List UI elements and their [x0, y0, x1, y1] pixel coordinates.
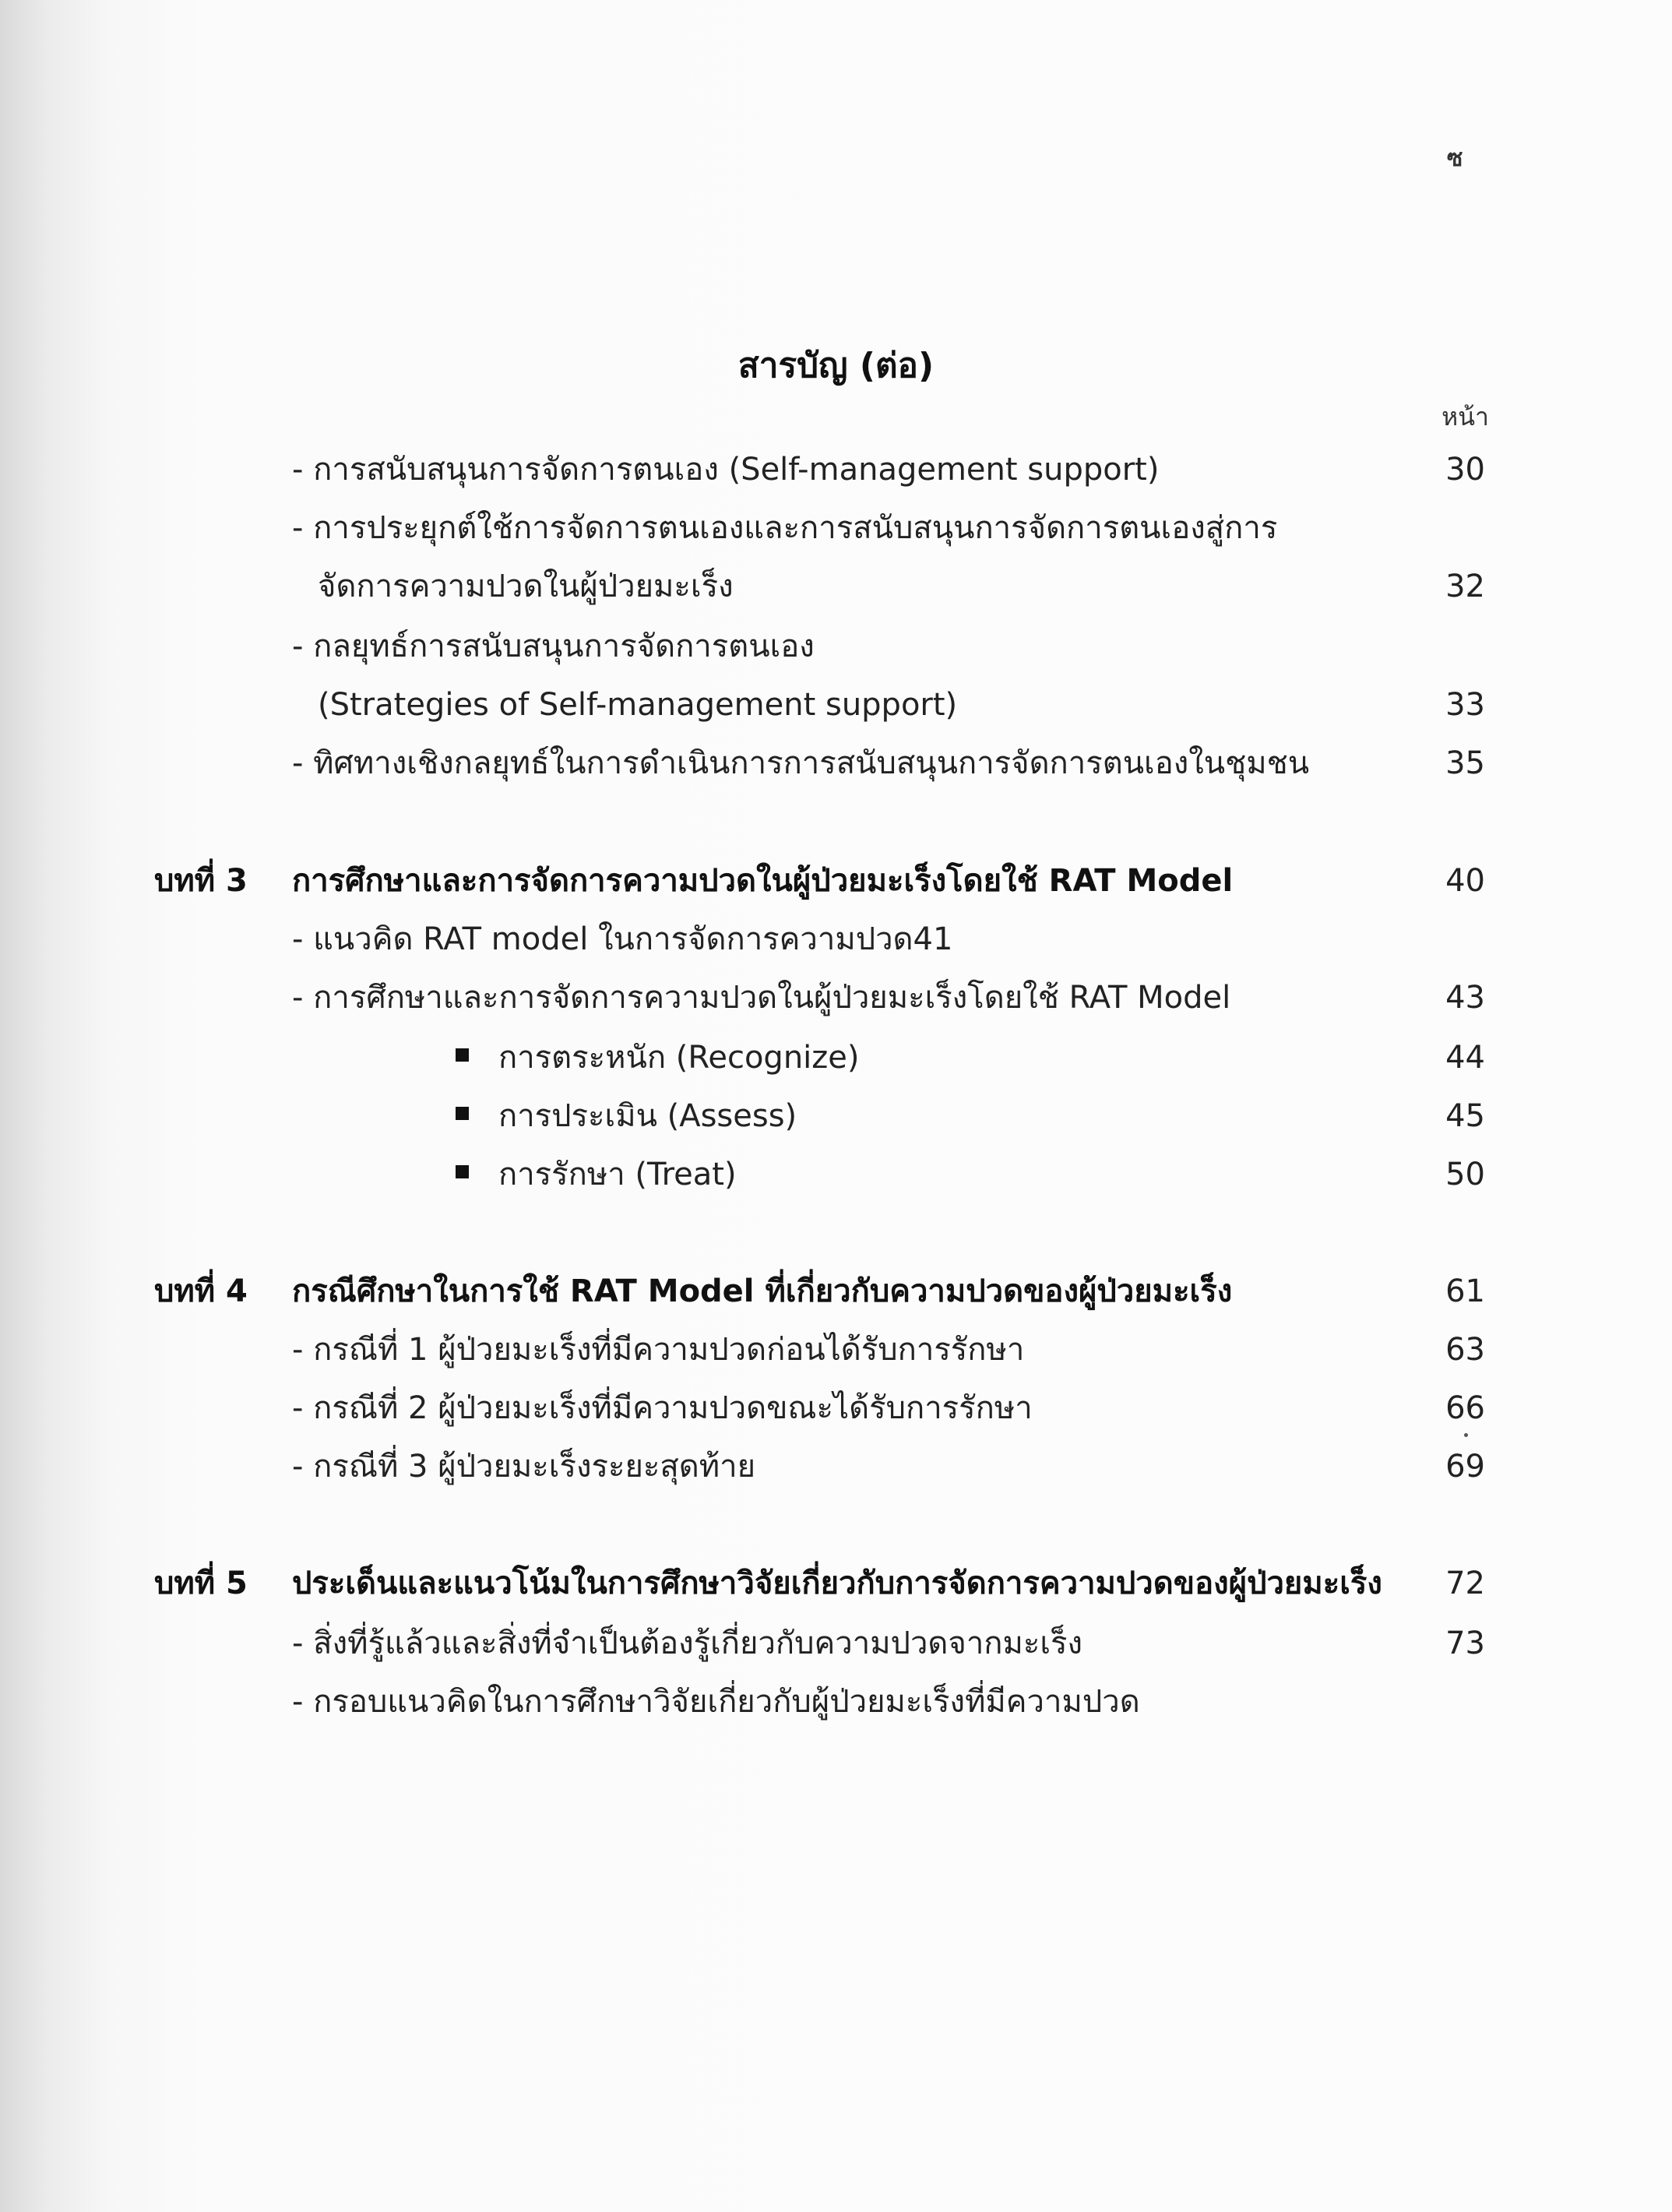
- page-number: 63: [1445, 1332, 1485, 1368]
- chapter-title: การศึกษาและการจัดการความปวดในผู้ป่วยมะเร็งโดยใช้ RAT Model: [292, 863, 1234, 899]
- scan-speck: [1464, 1433, 1468, 1437]
- chapter-title: ประเด็นและแนวโน้มในการศึกษาวิจัยเกี่ยวกับการจัดการความปวดของผู้ป่วยมะเร็ง: [292, 1566, 1382, 1601]
- page-number: 35: [1445, 745, 1485, 781]
- page-number: 66: [1445, 1390, 1485, 1426]
- page-number: 45: [1445, 1098, 1485, 1134]
- page-number: 43: [1445, 980, 1485, 1016]
- chapter-number: บทที่ 5: [154, 1566, 248, 1601]
- toc-row: [0, 1320, 1672, 1379]
- page-number: 30: [1445, 452, 1485, 488]
- page-number: 61: [1445, 1273, 1485, 1309]
- entry-text: - ทิศทางเชิงกลยุทธ์ในการดำเนินการการสนับสนุนการจัดการตนเองในชุมชน: [292, 745, 1310, 781]
- entry-text: - การสนับสนุนการจัดการตนเอง (Self-management support): [292, 452, 1160, 488]
- toc-chapter-row: [0, 851, 1672, 911]
- entry-text: - กลยุทธ์การสนับสนุนการจัดการตนเอง: [292, 629, 815, 664]
- toc-row: [0, 617, 1672, 676]
- page-number: 40: [1445, 863, 1485, 899]
- square-bullet-icon: [456, 1048, 469, 1062]
- toc-chapter-row: [0, 1554, 1672, 1613]
- page-number: 33: [1445, 687, 1485, 723]
- page-title: สารบัญ (ต่อ): [737, 346, 935, 386]
- entry-text: - สิ่งที่รู้แล้วและสิ่งที่จำเป็นต้องรู้เกี่ยวกับความปวดจากมะเร็ง: [292, 1626, 1083, 1661]
- entry-text: - การประยุกต์ใช้การจัดการตนเองและการสนับสนุนการจัดการตนเองสู่การ: [292, 510, 1278, 546]
- page-number: 72: [1445, 1566, 1485, 1601]
- toc-row: [0, 910, 1672, 969]
- entry-text: การประเมิน (Assess): [498, 1098, 797, 1134]
- page-letter: ซ: [1447, 145, 1463, 172]
- toc-row: [0, 675, 1672, 734]
- entry-text: - กรณีที่ 3 ผู้ป่วยมะเร็งระยะสุดท้าย: [292, 1449, 756, 1485]
- page-number: 73: [1445, 1626, 1485, 1661]
- page-number: 44: [1445, 1040, 1485, 1076]
- entry-text: จัดการความปวดในผู้ป่วยมะเร็ง: [318, 569, 734, 604]
- toc-row: [0, 498, 1672, 558]
- page-number: 32: [1445, 569, 1485, 604]
- toc-row: [0, 1145, 1672, 1204]
- entry-text: - กรณีที่ 2 ผู้ป่วยมะเร็งที่มีความปวดขณะได้รับการรักษา: [292, 1390, 1033, 1426]
- toc-row: [0, 1672, 1672, 1731]
- toc-row: [0, 1379, 1672, 1438]
- toc-row: [0, 1614, 1672, 1673]
- toc-row: [0, 1437, 1672, 1496]
- chapter-number: บทที่ 4: [154, 1273, 248, 1309]
- entry-text: การรักษา (Treat): [498, 1157, 737, 1192]
- toc-row: [0, 557, 1672, 616]
- entry-text: - การศึกษาและการจัดการความปวดในผู้ป่วยมะเร็งโดยใช้ RAT Model: [292, 980, 1231, 1016]
- page-column-label: หน้า: [1441, 402, 1489, 431]
- page-number: 50: [1445, 1157, 1485, 1192]
- toc-row: [0, 1087, 1672, 1146]
- toc-row: [0, 1028, 1672, 1087]
- toc-row: [0, 440, 1672, 499]
- toc-row: [0, 968, 1672, 1027]
- toc-chapter-row: [0, 1262, 1672, 1321]
- entry-text: (Strategies of Self-management support): [318, 687, 958, 723]
- square-bullet-icon: [456, 1165, 469, 1178]
- chapter-title: กรณีศึกษาในการใช้ RAT Model ที่เกี่ยวกับความปวดของผู้ป่วยมะเร็ง: [292, 1273, 1233, 1309]
- page-number: 69: [1445, 1449, 1485, 1485]
- square-bullet-icon: [456, 1107, 469, 1120]
- toc-row: [0, 734, 1672, 793]
- entry-text: การตระหนัก (Recognize): [498, 1040, 860, 1076]
- entry-text: - กรอบแนวคิดในการศึกษาวิจัยเกี่ยวกับผู้ป่วยมะเร็งที่มีความปวด: [292, 1684, 1140, 1720]
- entry-text: - แนวคิด RAT model ในการจัดการความปวด41: [292, 921, 953, 957]
- chapter-number: บทที่ 3: [154, 863, 248, 899]
- entry-text: - กรณีที่ 1 ผู้ป่วยมะเร็งที่มีความปวดก่อนได้รับการรักษา: [292, 1332, 1025, 1368]
